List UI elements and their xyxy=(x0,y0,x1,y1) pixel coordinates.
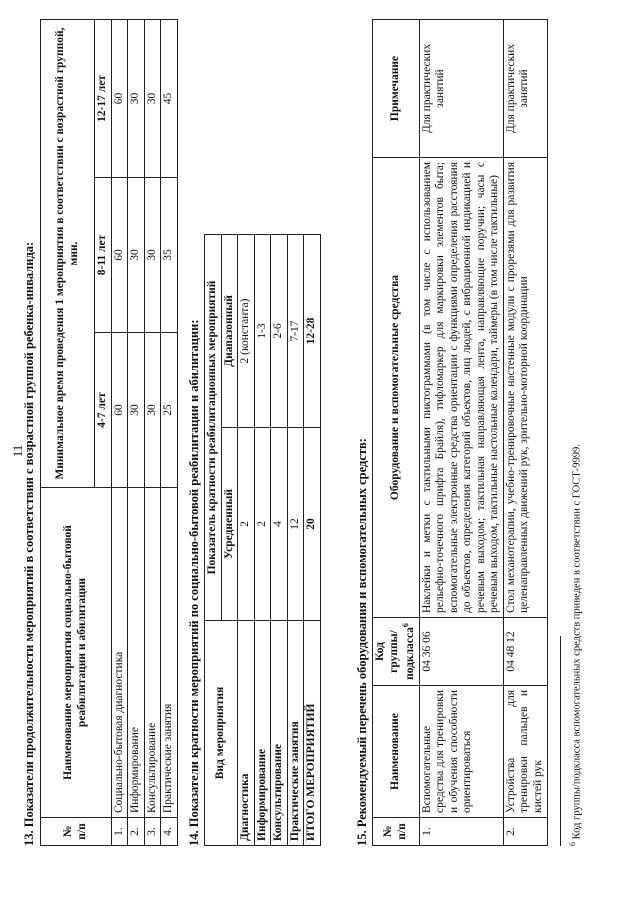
header-note: Примечание xyxy=(373,20,420,158)
frequency-table xyxy=(204,234,321,846)
row-value: 60 xyxy=(111,333,128,488)
header-average: Усредненный xyxy=(221,428,238,621)
table-row xyxy=(503,20,547,846)
equipment-table xyxy=(372,19,548,846)
header-code xyxy=(373,618,420,686)
row-note: Для практических занятий xyxy=(503,20,547,158)
header-range: Диапазонный xyxy=(221,235,238,428)
footnote-number: 6 xyxy=(568,842,577,846)
row-name: Практические занятия xyxy=(161,488,178,818)
header-age-8-11: 8-11 лет xyxy=(95,178,112,333)
row-name: Вспомогательные средства для тренировки и обучения способности ориентироваться xyxy=(419,686,503,818)
total-row xyxy=(304,235,321,846)
table-row xyxy=(161,19,178,845)
row-num: 2. xyxy=(128,818,145,846)
row-range: 2-6 xyxy=(271,235,288,428)
total-average: 20 xyxy=(304,428,321,621)
row-name: Диагностика xyxy=(238,621,255,846)
header-min-time: Минимальное время проведения 1 мероприятия в соответствии с возрастной группой, мин. xyxy=(41,19,95,487)
row-name: Информирование xyxy=(254,621,271,846)
section-15-title: 15. Рекомендуемый перечень оборудования и вспомогательных средств: xyxy=(355,438,369,846)
total-name: ИТОГО МЕРОПРИЯТИЙ xyxy=(304,621,321,846)
row-equipment: Стол механотерапии, учебно-тренировочные настенные модули с прорезями для развития целенаправленных движений рук, зрительно-моторной координации xyxy=(503,158,547,618)
total-range: 12-28 xyxy=(304,235,321,428)
header-activity-type: Вид мероприятия xyxy=(205,621,238,846)
row-num: 2. xyxy=(503,818,547,846)
header-frequency-index: Показатель кратности реабилитационных мероприятий xyxy=(205,235,222,621)
row-note: Для практических занятий xyxy=(419,20,503,158)
duration-table xyxy=(40,19,178,846)
table-row xyxy=(128,19,145,845)
table-row xyxy=(419,20,503,846)
row-num: 1. xyxy=(111,818,128,846)
row-range: 7-17 xyxy=(287,235,304,428)
row-equipment: Наклейки и метки с тактильными пиктограммами (в том числе с использованием рельефно-точечного шрифта Брайля), тифломаркер для маркировки элементов быта; вспомогательные электронные средства ориентации с функциями определения расстояния до объектов, определения категорий объектов, лиц людей, с вибрационной индикацией и речевым выходом; тактильная направляющая лента, направляющие поручни; часы с речевым выходом, тактильные настольные календари, таймеры (в том числе тактильные) xyxy=(419,158,503,618)
header-equipment: Оборудование и вспомогательные средства xyxy=(373,158,420,618)
row-num: 3. xyxy=(144,818,161,846)
row-value: 30 xyxy=(144,178,161,333)
header-code-label: Код группы/подкласса xyxy=(374,627,416,680)
row-value: 30 xyxy=(128,178,145,333)
page-number: 11 xyxy=(10,444,25,458)
table-row xyxy=(254,235,271,846)
header-age-12-17: 12-17 лет xyxy=(95,19,112,177)
row-average: 2 xyxy=(254,428,271,621)
row-value: 45 xyxy=(161,19,178,177)
header-num: № п/п xyxy=(373,818,420,846)
table-row xyxy=(111,19,128,845)
table-row xyxy=(271,235,288,846)
header-num: № п/п xyxy=(41,818,112,846)
row-average: 2 xyxy=(238,428,255,621)
row-code: 04 48 12 xyxy=(503,618,547,686)
footnote-text: Код группы/подкласса вспомогательных средств приведен в соответствии с ГОСТ-9999. xyxy=(571,444,583,840)
row-name: Информирование xyxy=(128,488,145,818)
header-name: Наименование xyxy=(373,686,420,818)
row-code: 04 36 06 xyxy=(419,618,503,686)
row-num: 4. xyxy=(161,818,178,846)
section-14-title: 14. Показатели кратности мероприятий по социально-бытовой реабилитации и абилитации: xyxy=(187,319,201,846)
header-activity-name: Наименование мероприятия социально-бытовой реабилитации и абилитации xyxy=(41,488,112,818)
header-age-4-7: 4-7 лет xyxy=(95,333,112,488)
row-name: Социально-бытовая диагностика xyxy=(111,488,128,818)
row-value: 25 xyxy=(161,333,178,488)
row-range: 2 (константа) xyxy=(238,235,255,428)
row-average: 4 xyxy=(271,428,288,621)
section-13-title: 13. Показатели продолжительности мероприятий в соответствии с возрастной группой ребенка-инвалида: xyxy=(22,241,36,846)
row-value: 60 xyxy=(111,178,128,333)
row-average: 12 xyxy=(287,428,304,621)
table-row xyxy=(144,19,161,845)
footnote-divider xyxy=(560,636,561,846)
row-value: 30 xyxy=(128,19,145,177)
row-name: Консультирование xyxy=(271,621,288,846)
row-value: 35 xyxy=(161,178,178,333)
row-value: 30 xyxy=(128,333,145,488)
row-value: 60 xyxy=(111,19,128,177)
footnote xyxy=(568,444,583,846)
table-row xyxy=(287,235,304,846)
row-value: 30 xyxy=(144,19,161,177)
footnote-mark: 6 xyxy=(401,623,411,628)
row-value: 30 xyxy=(144,333,161,488)
table-row xyxy=(238,235,255,846)
row-num: 1. xyxy=(419,818,503,846)
row-name: Практические занятия xyxy=(287,621,304,846)
row-name: Консультирование xyxy=(144,488,161,818)
row-range: 1-3 xyxy=(254,235,271,428)
row-name: Устройства для тренировки пальцев и кистей рук xyxy=(503,686,547,818)
